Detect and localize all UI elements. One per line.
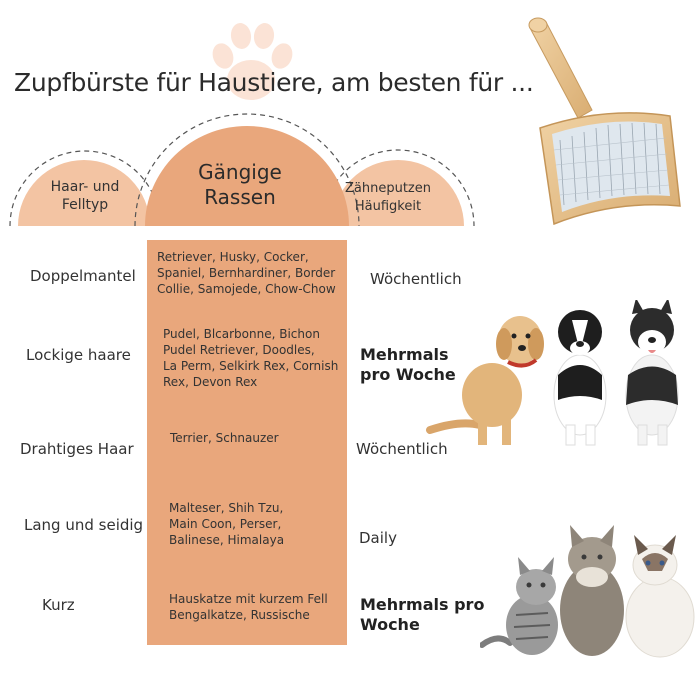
slicker-brush-image [520,10,695,235]
row-breeds-3 [170,430,279,446]
row-frequency-5-line: Woche [360,615,420,634]
row-frequency-4-line: Daily [359,529,397,547]
header-common-breeds-line2: Rassen [204,185,276,209]
row-breeds-2-line: La Perm, Selkirk Rex, Cornish [163,359,339,373]
row-breeds-2-line: Rex, Devon Rex [163,375,258,389]
row-breeds-5-line: Bengalkatze, Russische [169,608,310,622]
row-frequency-1 [370,270,462,288]
row-breeds-4-line: Malteser, Shih Tzu, [169,501,284,515]
row-type-2: Lockige haare [26,346,131,364]
row-type-5: Kurz [42,596,75,614]
row-frequency-5 [360,595,484,635]
row-breeds-4-line: Main Coon, Perser, [169,517,282,531]
row-frequency-3-line: Wöchentlich [356,440,448,458]
row-breeds-2 [163,326,338,390]
row-breeds-3-line: Terrier, Schnauzer [170,431,279,445]
page-title: Zupfbürste für Haustiere, am besten für ... [14,68,534,97]
row-breeds-2-line: Pudel, Blcarbonne, Bichon [163,327,320,341]
row-frequency-4 [359,529,397,547]
row-frequency-1-line: Wöchentlich [370,270,462,288]
header-frequency [338,180,438,216]
dogs-image [420,300,700,450]
row-breeds-1-line: Collie, Samojede, Chow-Chow [157,282,336,296]
row-frequency-2-line: Mehrmals [360,345,449,364]
row-breeds-5 [169,591,328,623]
header-frequency-line2: Häufigkeit [354,199,422,214]
row-type-1: Doppelmantel [30,267,136,285]
row-breeds-4-line: Balinese, Himalaya [169,533,285,547]
header-hair-type [40,178,130,214]
header-hair-type-line2: Felltyp [61,197,109,213]
row-breeds-1-line: Spaniel, Bernhardiner, Border [157,266,336,280]
header-common-breeds [160,160,320,210]
row-frequency-5-line: Mehrmals pro [360,595,485,614]
row-breeds-1-line: Retriever, Husky, Cocker, [157,250,309,264]
row-frequency-2-line: pro Woche [360,365,456,384]
row-breeds-2-line: Pudel Retriever, Doodles, [163,343,315,357]
row-type-3: Drahtiges Haar [20,440,134,458]
header-common-breeds-line1: Gängige [198,160,282,184]
cats-image [480,525,700,660]
header-hair-type-line1: Haar- und [50,179,120,195]
header-frequency-line1: Zähneputzen [345,181,431,196]
row-breeds-4 [169,500,284,548]
row-type-4: Lang und seidig [24,516,144,534]
row-breeds-5-line: Hauskatze mit kurzem Fell [169,592,328,606]
row-breeds-1 [157,249,336,297]
